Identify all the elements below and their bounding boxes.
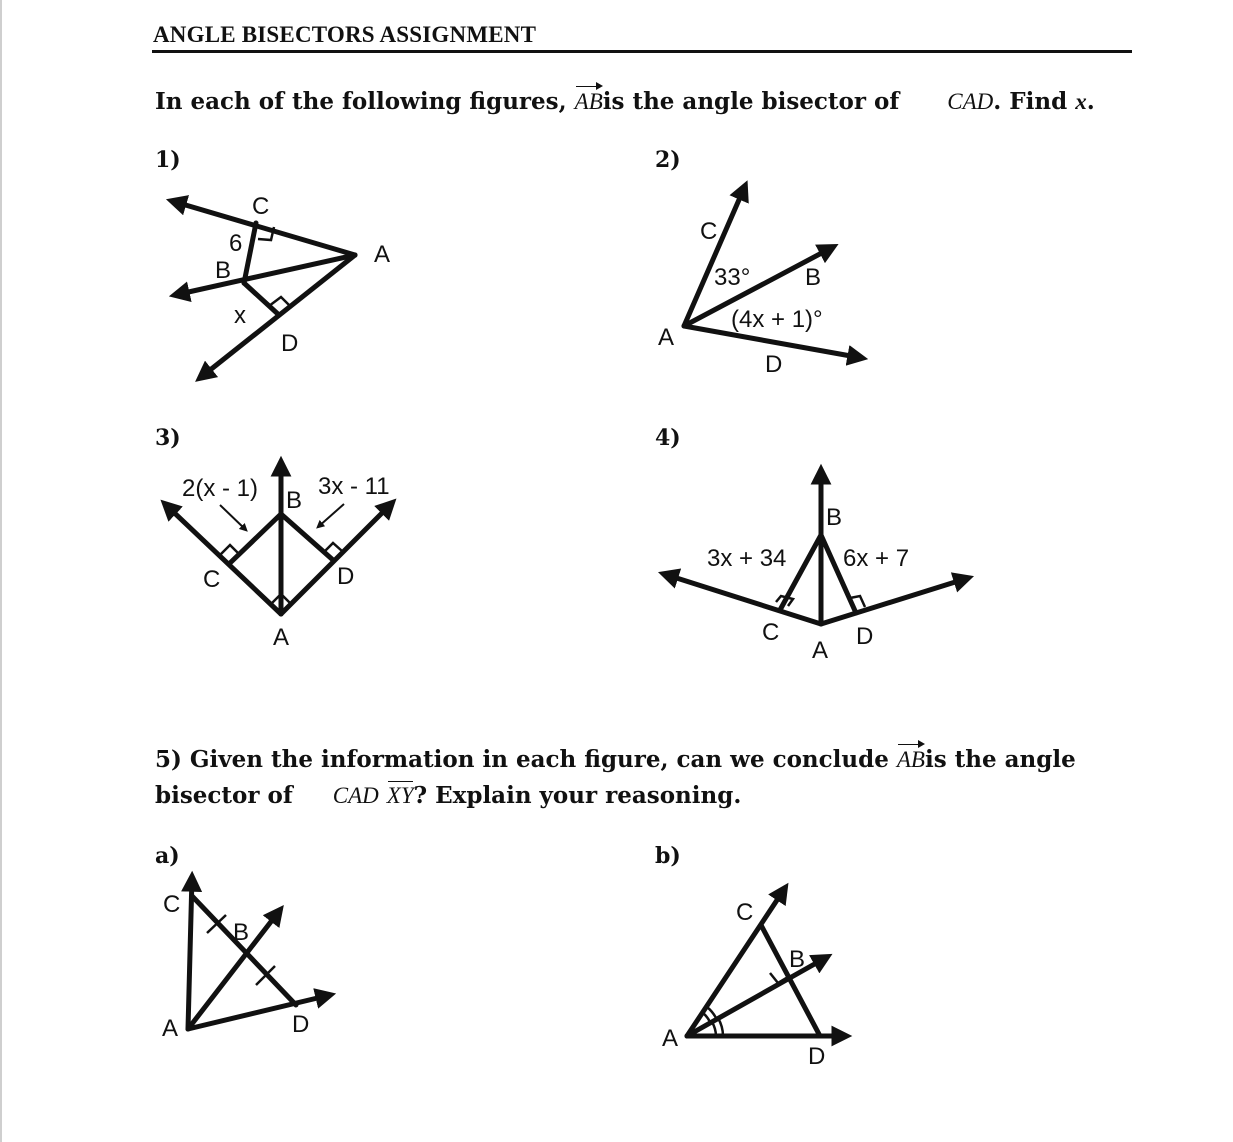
fig5b-label-a: A (662, 1025, 679, 1052)
fig2-label-d: D (765, 351, 783, 378)
problem-4-number: 4) (655, 425, 681, 451)
fig1-label-d: D (281, 330, 299, 357)
fig3-label-left-expr: 2(x - 1) (182, 475, 259, 502)
instructions-suffix: . Find (993, 88, 1076, 115)
fig4-label-a: A (812, 637, 829, 664)
fig5b-angle-arc-3 (703, 1013, 710, 1022)
fig4-label-left-expr: 3x + 34 (707, 545, 787, 572)
fig2-label-a: A (658, 324, 675, 351)
fig3-label-b: B (286, 487, 303, 514)
fig2-angle-bad: (4x + 1)° (731, 306, 823, 333)
fig5b-ray-ab (687, 957, 827, 1036)
fig5b-angle-arc-4 (707, 1007, 716, 1018)
instructions-middle: is the angle bisector of (602, 88, 900, 115)
problem-3-number: 3) (155, 425, 181, 451)
variable-x: x (1075, 89, 1087, 114)
fig5a-label-b: B (233, 919, 250, 946)
fig5b-segment-cd (761, 925, 820, 1036)
fig4-label-c: C (762, 619, 780, 646)
fig1-label-x: x (234, 302, 246, 329)
q5-angle-cad: CAD (332, 783, 379, 808)
fig5a-label-c: C (163, 891, 181, 918)
part-a-label: a) (155, 843, 180, 869)
instructions-prefix: In each of the following figures, (155, 88, 575, 115)
fig1-label-six: 6 (229, 230, 243, 257)
angle-cad: CAD (947, 89, 994, 114)
fig3-label-c: C (203, 566, 221, 593)
fig2-label-c: C (700, 218, 718, 245)
fig5b-label-b: B (789, 946, 806, 973)
fig3-label-right-expr: 3x - 11 (318, 473, 390, 500)
q5-segment-xy: XY (386, 783, 414, 808)
fig5b-label-c: C (736, 899, 754, 926)
fig2-label-b: B (805, 264, 822, 291)
fig3-label-a: A (273, 624, 290, 651)
question-5-line1-prefix: Given the information in each figure, can we conclude (189, 746, 897, 773)
fig1-label-c: C (252, 193, 270, 220)
fig4-label-right-expr: 6x + 7 (843, 545, 910, 572)
ray-ab: AB (574, 89, 603, 114)
problem-2-number: 2) (655, 147, 681, 173)
question-5-line2-suffix: ? Explain your reasoning. (413, 782, 742, 809)
q5-ray-ab: AB (896, 747, 925, 772)
fig5b-angle-arc-2 (718, 1018, 723, 1036)
fig2-angle-cab: 33° (714, 264, 751, 291)
fig4-label-d: D (856, 623, 874, 650)
fig5a-label-d: D (292, 1011, 310, 1038)
part-b-label: b) (655, 843, 681, 869)
fig5b-label-d: D (808, 1043, 826, 1070)
fig3-label-d: D (337, 563, 355, 590)
fig4-label-b: B (826, 504, 843, 531)
fig5a-label-a: A (162, 1015, 179, 1042)
page-title: ANGLE BISECTORS ASSIGNMENT (153, 22, 537, 47)
question-5-line1-suffix: is the angle (924, 746, 1076, 773)
question-5-line2-prefix: bisector of (155, 782, 293, 809)
problem-1-number: 1) (155, 147, 181, 173)
instructions-end: . (1086, 88, 1095, 115)
fig1-label-b: B (215, 257, 232, 284)
fig1-label-a: A (374, 241, 391, 268)
question-5-number: 5) (155, 746, 182, 773)
